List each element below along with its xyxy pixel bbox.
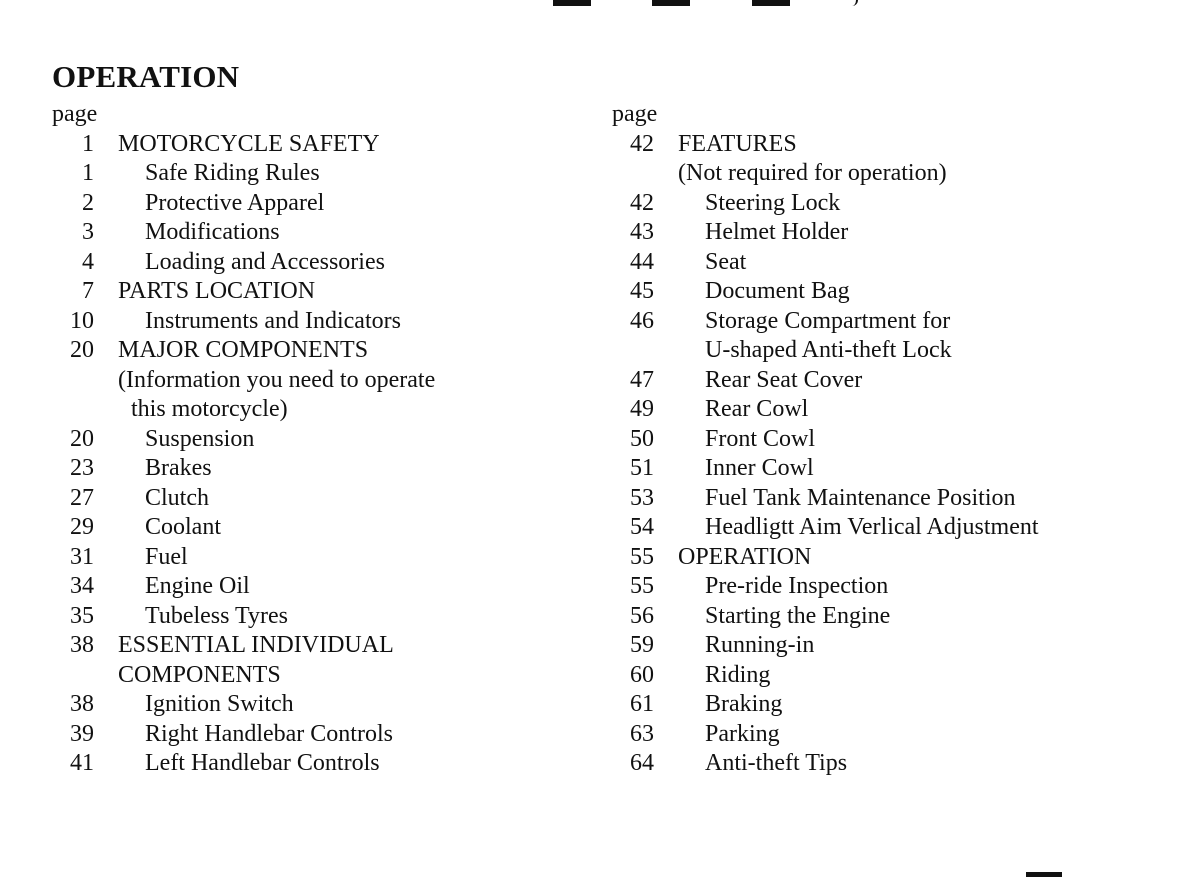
toc-subsection-title: Front Cowl: [705, 425, 816, 452]
toc-entry-brakes: [52, 454, 572, 484]
toc-subsection-title: Suspension: [145, 425, 255, 452]
toc-subsection-title: Anti-theft Tips: [705, 750, 848, 776]
toc-page-number: 51: [630, 455, 654, 481]
toc-subsection-title: Storage Compartment for: [705, 307, 951, 334]
toc-page-number: 63: [630, 720, 654, 747]
toc-entry-tubeless-tyres: [52, 602, 572, 632]
toc-entry-braking: [612, 690, 1172, 720]
toc-entry-engine-oil: [52, 572, 572, 602]
toc-subsection-title: Instruments and Indicators: [145, 307, 401, 334]
toc-entry-storage-compartment-cont: [612, 336, 1172, 366]
toc-page-number: 1: [82, 160, 94, 186]
toc-entry-steering-lock: [612, 189, 1172, 219]
toc-entry-ignition-switch: [52, 690, 572, 720]
toc-section-note: this motorcycle): [131, 396, 288, 422]
toc-section-title: MAJOR COMPONENTS: [118, 337, 369, 363]
toc-page-number: 20: [70, 425, 94, 452]
toc-page-number: 38: [70, 632, 94, 658]
toc-entry-front-cowl: [612, 425, 1172, 455]
toc-page-number: 60: [630, 661, 654, 688]
toc-page-number: 42: [630, 130, 654, 157]
toc-subsection-title: Rear Cowl: [705, 396, 809, 422]
toc-page-number: 4: [82, 248, 94, 275]
toc-page-number: 61: [630, 691, 654, 717]
toc-entry-loading-and-accessories: [52, 248, 572, 278]
toc-page-number: 7: [82, 278, 94, 304]
toc-page-number: [52, 395, 94, 425]
toc-entry-left-handlebar-controls: [52, 749, 572, 779]
toc-subsection-title: Clutch: [145, 484, 209, 511]
toc-entry-running-in: [612, 631, 1172, 661]
scan-edge-mark: [1026, 872, 1062, 877]
toc-entry-clutch: [52, 484, 572, 514]
toc-page-number: 49: [630, 396, 654, 422]
toc-page-number: 1: [82, 130, 94, 157]
toc-subsection-title: Modifications: [145, 219, 280, 245]
toc-subsection-title: Braking: [705, 691, 783, 717]
toc-page-number: 43: [630, 219, 654, 245]
toc-page-number: 64: [630, 750, 654, 776]
toc-page-number: [612, 159, 654, 189]
toc-subsection-title: Right Handlebar Controls: [145, 720, 393, 747]
toc-page-number: 27: [70, 484, 94, 511]
toc-section-title: PARTS LOCATION: [118, 278, 316, 304]
toc-entry-suspension: [52, 425, 572, 455]
toc-entry-modifications: [52, 218, 572, 248]
toc-entry-operation: [612, 543, 1172, 573]
toc-subsection-title: Inner Cowl: [705, 455, 814, 481]
toc-page-number: 56: [630, 602, 654, 629]
toc-subsection-title: Document Bag: [705, 278, 850, 304]
toc-subsection-title: Pre-ride Inspection: [705, 573, 889, 599]
toc-entry-parking: [612, 720, 1172, 750]
toc-subsection-title: Protective Apparel: [145, 189, 325, 216]
toc-page-number: 46: [630, 307, 654, 334]
toc-subsection-title: Rear Seat Cover: [705, 366, 863, 393]
page-column-label: page: [612, 101, 658, 127]
toc-entry-storage-compartment: [612, 307, 1172, 337]
toc-subsection-title: Brakes: [145, 455, 212, 481]
toc-subsection-title: Starting the Engine: [705, 602, 891, 629]
toc-subsection-title: Coolant: [145, 514, 221, 540]
toc-entry-note: [612, 159, 1172, 189]
toc-page-number: 20: [70, 337, 94, 363]
toc-entry-headlight-aim: [612, 513, 1172, 543]
toc-section-note: (Not required for operation): [678, 160, 947, 186]
toc-entry-safe-riding-rules: [52, 159, 572, 189]
toc-section-note: (Information you need to operate: [118, 366, 436, 393]
toc-page-number: 55: [630, 543, 654, 570]
toc-entry-motorcycle-safety: [52, 130, 572, 160]
toc-entry-document-bag: [612, 277, 1172, 307]
toc-page-number: 50: [630, 425, 654, 452]
toc-subsection-title: Ignition Switch: [145, 691, 294, 717]
toc-page-number: 53: [630, 484, 654, 511]
toc-subsection-title: Steering Lock: [705, 189, 841, 216]
toc-section-title: OPERATION: [678, 543, 812, 570]
toc-subsection-title: Safe Riding Rules: [145, 160, 320, 186]
toc-subsection-title: Parking: [705, 720, 780, 747]
toc-page-number: 29: [70, 514, 94, 540]
toc-entry-protective-apparel: [52, 189, 572, 219]
toc-subsection-title: Loading and Accessories: [145, 248, 385, 275]
toc-subsection-title: Fuel Tank Maintenance Position: [705, 484, 1016, 511]
toc-entry-major-components: [52, 336, 572, 366]
toc-subsection-title: Engine Oil: [145, 573, 250, 599]
toc-entry-fuel: [52, 543, 572, 573]
toc-subsection-title: Riding: [705, 661, 771, 688]
scan-edge-mark: [752, 0, 790, 6]
toc-subsection-title: Fuel: [145, 543, 188, 570]
toc-right-column: [612, 100, 1172, 779]
toc-entry-rear-cowl: [612, 395, 1172, 425]
toc-entry-components: [52, 661, 572, 691]
toc-section-title: FEATURES: [678, 130, 797, 157]
toc-page-number: 34: [70, 573, 94, 599]
toc-page-number: 54: [630, 514, 654, 540]
toc-page-number: 35: [70, 602, 94, 629]
toc-page-number: 41: [70, 750, 94, 776]
toc-entry-seat: [612, 248, 1172, 278]
toc-entry-right-handlebar-controls: [52, 720, 572, 750]
toc-entry-note: [52, 366, 572, 396]
toc-subsection-title: Headligtt Aim Verlical Adjustment: [705, 514, 1039, 540]
toc-entry-features: [612, 130, 1172, 160]
toc-subsection-title: U-shaped Anti-theft Lock: [705, 337, 952, 363]
toc-page-number: 38: [70, 691, 94, 717]
toc-entry-riding: [612, 661, 1172, 691]
toc-page-number: [52, 661, 94, 691]
toc-subsection-title: Helmet Holder: [705, 219, 849, 245]
toc-entry-pre-ride-inspection: [612, 572, 1172, 602]
toc-section-title: COMPONENTS: [118, 661, 281, 688]
scan-edge-mark: [848, 0, 858, 6]
scan-edge-mark: [652, 0, 690, 6]
toc-section-title: ESSENTIAL INDIVIDUAL: [118, 632, 394, 658]
page-title: OPERATION: [52, 59, 240, 94]
toc-entry-instruments-and-indicators: [52, 307, 572, 337]
toc-page-number: [612, 336, 654, 366]
toc-entry-helmet-holder: [612, 218, 1172, 248]
toc-entry-inner-cowl: [612, 454, 1172, 484]
toc-left-column: [52, 100, 572, 779]
toc-subsection-title: Tubeless Tyres: [145, 602, 289, 629]
toc-entry-parts-location: [52, 277, 572, 307]
toc-subsection-title: Seat: [705, 248, 747, 275]
toc-entry-anti-theft-tips: [612, 749, 1172, 779]
toc-page-number: 3: [82, 219, 94, 245]
toc-entry-note: [52, 395, 572, 425]
toc-page-number: 39: [70, 720, 94, 747]
toc-page-number: 59: [630, 632, 654, 658]
toc-page-number: 23: [70, 455, 94, 481]
page-column-label: page: [52, 101, 98, 127]
toc-page-number: 10: [70, 307, 94, 334]
toc-page-number: 55: [630, 573, 654, 599]
scan-edge-mark: [553, 0, 591, 6]
toc-section-title: MOTORCYCLE SAFETY: [118, 130, 380, 157]
toc-entry-coolant: [52, 513, 572, 543]
toc-page-number: 42: [630, 189, 654, 216]
toc-page-number: 45: [630, 278, 654, 304]
toc-entry-starting-the-engine: [612, 602, 1172, 632]
toc-page-number: [52, 366, 94, 396]
toc-entry-rear-seat-cover: [612, 366, 1172, 396]
toc-subsection-title: Left Handlebar Controls: [145, 750, 380, 776]
toc-page-number: 2: [82, 189, 94, 216]
toc-entry-essential-individual: [52, 631, 572, 661]
toc-page-number: 31: [70, 543, 94, 570]
toc-page-number: 44: [630, 248, 654, 275]
toc-subsection-title: Running-in: [705, 632, 815, 658]
toc-entry-fuel-tank-maintenance: [612, 484, 1172, 514]
toc-page-number: 47: [630, 366, 654, 393]
